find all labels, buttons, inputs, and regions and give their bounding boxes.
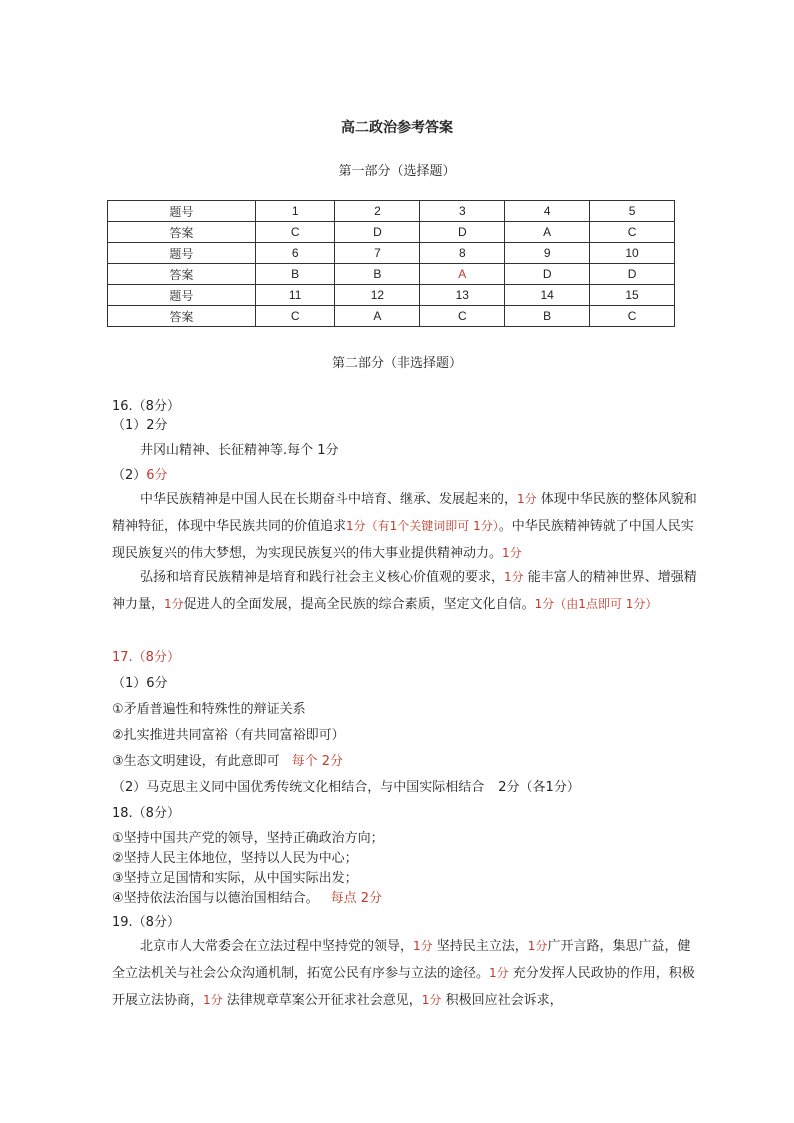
answer-cell: A bbox=[505, 222, 590, 243]
score-mark: 1分（由1点即可 1分） bbox=[534, 597, 658, 611]
score-mark: 1分 bbox=[203, 993, 223, 1007]
text-span: 充分发挥人民政协的作用，积极开展立法协商， bbox=[112, 966, 695, 1008]
label-cell: 题号 bbox=[108, 285, 256, 306]
q18-header: 18.（8分） bbox=[112, 806, 180, 821]
score-mark: 1分 bbox=[502, 546, 522, 560]
q16-sub2 bbox=[112, 464, 168, 483]
answer-cell: A bbox=[420, 264, 505, 285]
q16-sub2-num: （2） bbox=[112, 468, 147, 483]
score-mark: 1分 bbox=[164, 597, 184, 611]
question-number-cell: 4 bbox=[505, 201, 590, 222]
q16-sub2-score: 6分 bbox=[146, 468, 168, 483]
part1-title: 第一部分（选择题） bbox=[338, 164, 456, 179]
text-span: 坚持民主立法， bbox=[432, 939, 528, 954]
question-number-cell: 9 bbox=[505, 243, 590, 264]
answer-cell: A bbox=[335, 306, 420, 327]
text-span: 能丰富人的精神世界、增强精神力量， bbox=[112, 570, 697, 612]
answer-cell: B bbox=[335, 264, 420, 285]
question-number-cell: 12 bbox=[335, 285, 420, 306]
label-cell: 题号 bbox=[108, 243, 256, 264]
question-number-cell: 11 bbox=[255, 285, 335, 306]
q17-sub2 bbox=[112, 776, 580, 795]
text-span: 广开言路，集思广益，健全立法机关与社会公众沟通机制，拓宽公民有序参与立法的途径。 bbox=[112, 939, 691, 981]
answer-cell: D bbox=[420, 222, 505, 243]
q16-header: 16.（8分） bbox=[112, 399, 180, 414]
q17-item-1: ①矛盾普遍性和特殊性的辩证关系 bbox=[112, 702, 306, 717]
table-row bbox=[108, 222, 675, 243]
score-mark: 1分 bbox=[527, 939, 548, 953]
question-number-cell: 2 bbox=[335, 201, 420, 222]
answer-cell: D bbox=[335, 222, 420, 243]
score-mark: 1分 bbox=[489, 966, 509, 980]
answer-cell: B bbox=[505, 306, 590, 327]
score-mark: 2分（各1分） bbox=[498, 780, 580, 795]
table-row bbox=[108, 264, 675, 285]
question-number-cell: 14 bbox=[505, 285, 590, 306]
q19-header: 19.（8分） bbox=[112, 915, 180, 930]
text-span: 积极回应社会诉求， bbox=[441, 993, 563, 1008]
question-number-cell: 5 bbox=[590, 201, 675, 222]
question-number-cell: 6 bbox=[255, 243, 335, 264]
score-mark: 1分 bbox=[413, 939, 433, 953]
q17-header: 17.（8分） bbox=[112, 650, 180, 665]
text-span: 。中华民族精神铸就了中国人民实现民族复兴的伟大梦想，为实现民族复兴的伟大事业提供精神动力。 bbox=[112, 519, 694, 561]
q18-item-4 bbox=[112, 887, 382, 906]
text-span: 促进人的全面发展，提高全民族的综合素质，坚定文化自信。 bbox=[183, 597, 535, 612]
score-mark: 1分 bbox=[517, 492, 537, 506]
table-row bbox=[108, 201, 675, 222]
q16-paragraph-1 bbox=[112, 486, 700, 567]
question-number-cell: 8 bbox=[420, 243, 505, 264]
text-span: ③生态文明建设，有此意即可 bbox=[112, 754, 280, 769]
label-cell: 答案 bbox=[108, 264, 256, 285]
q19-paragraph bbox=[112, 933, 700, 1014]
question-number-cell: 10 bbox=[590, 243, 675, 264]
label-cell: 答案 bbox=[108, 306, 256, 327]
q16-paragraph-2 bbox=[112, 564, 700, 618]
score-mark: 每点 2分 bbox=[330, 891, 383, 906]
question-number-cell: 15 bbox=[590, 285, 675, 306]
score-mark: 每个 2分 bbox=[291, 754, 344, 769]
label-cell: 答案 bbox=[108, 222, 256, 243]
score-mark: 1分 bbox=[421, 993, 442, 1007]
q18-item-2: ②坚持人民主体地位，坚持以人民为中心； bbox=[112, 851, 358, 866]
question-number-cell: 13 bbox=[420, 285, 505, 306]
answer-cell: D bbox=[590, 264, 675, 285]
table-row bbox=[108, 243, 675, 264]
part2-title: 第二部分（非选择题） bbox=[331, 356, 462, 371]
table-row bbox=[108, 285, 675, 306]
page-title: 高二政治参考答案 bbox=[341, 120, 453, 136]
text-span: 弘扬和培育民族精神是培育和践行社会主义核心价值观的要求， bbox=[140, 570, 505, 585]
text-span: 体现中华民族的整体风貌和精神特征，体现中华民族共同的价值追求 bbox=[112, 492, 697, 534]
q18-item-1: ①坚持中国共产党的领导，坚持正确政治方向； bbox=[112, 831, 384, 846]
answer-cell: B bbox=[255, 264, 335, 285]
question-number-cell: 3 bbox=[420, 201, 505, 222]
q17-sub1: （1）6分 bbox=[112, 676, 168, 691]
q16-sub1-text: 井冈山精神、长征精神等.每个 1分 bbox=[140, 443, 339, 458]
answer-cell: C bbox=[255, 306, 335, 327]
answer-cell: C bbox=[590, 222, 675, 243]
label-cell: 题号 bbox=[108, 201, 256, 222]
q16-sub1: （1）2分 bbox=[112, 418, 168, 433]
text-span: 法律规章草案公开征求社会意见， bbox=[222, 993, 422, 1008]
text-span: 北京市人大常委会在立法过程中坚持党的领导， bbox=[140, 939, 414, 954]
question-number-cell: 1 bbox=[255, 201, 335, 222]
text-span: 中华民族精神是中国人民在长期奋斗中培育、继承、发展起来的， bbox=[140, 492, 518, 507]
q17-item-3 bbox=[112, 750, 343, 769]
score-mark: 1分（有1个关键词即可 1分） bbox=[346, 519, 499, 533]
answer-table bbox=[107, 200, 675, 327]
answer-cell: C bbox=[420, 306, 505, 327]
question-number-cell: 7 bbox=[335, 243, 420, 264]
score-mark: 1分 bbox=[504, 570, 524, 584]
q17-item-2: ②扎实推进共同富裕（有共同富裕即可） bbox=[112, 728, 345, 743]
table-row bbox=[108, 306, 675, 327]
text-span: （2）马克思主义同中国优秀传统文化相结合，与中国实际相结合 bbox=[112, 780, 485, 795]
answer-cell: D bbox=[505, 264, 590, 285]
text-span: ④坚持依法治国与以德治国相结合。 bbox=[112, 891, 319, 906]
answer-cell: C bbox=[590, 306, 675, 327]
answer-cell: C bbox=[255, 222, 335, 243]
q18-item-3: ③坚持立足国情和实际，从中国实际出发； bbox=[112, 871, 358, 886]
